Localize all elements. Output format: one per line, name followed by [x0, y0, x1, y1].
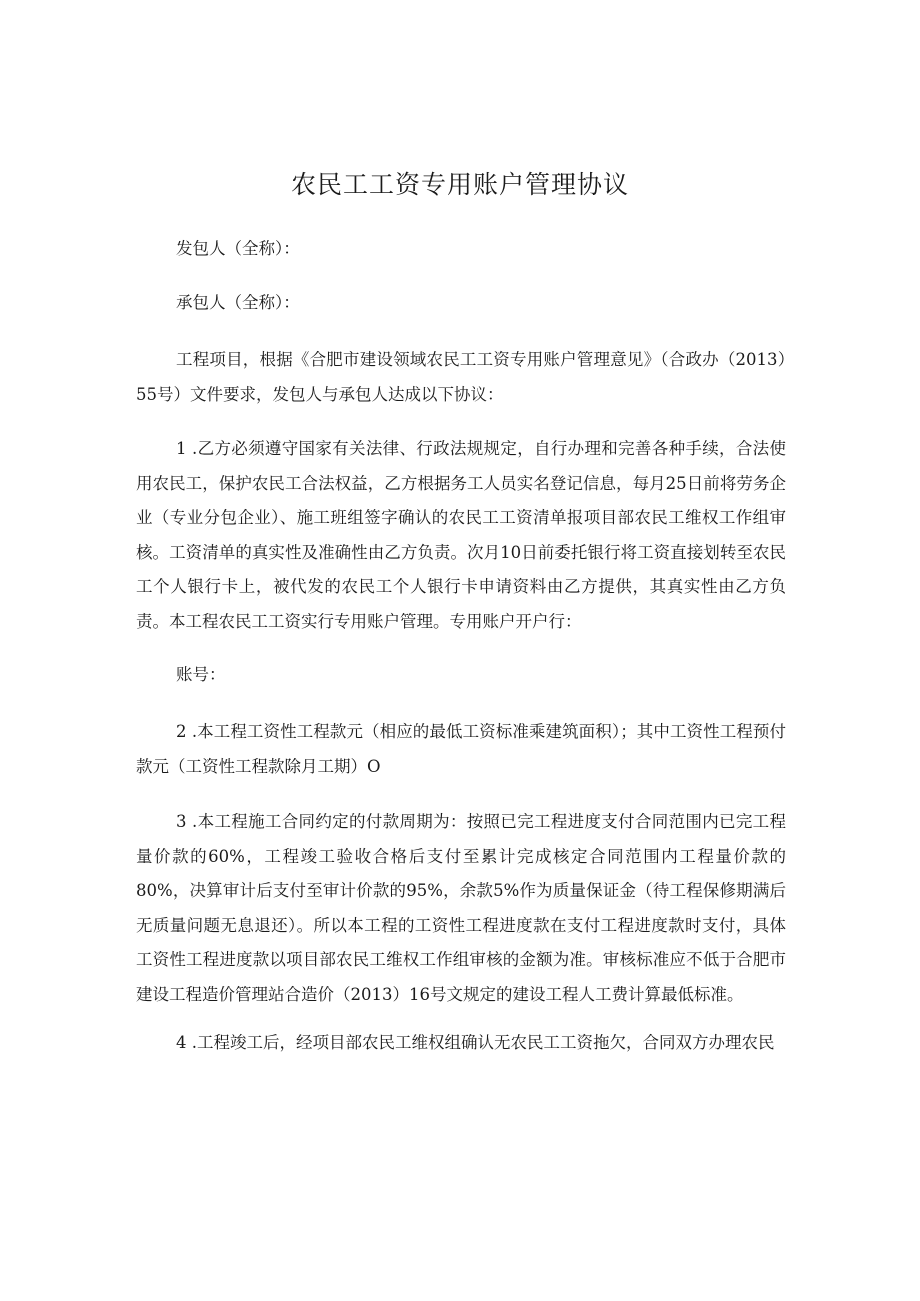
party-a-line: 发包人（全称）： — [176, 239, 300, 258]
clause-1-paragraph: 1 .乙方必须遵守国家有关法律、行政法规规定，自行办理和完善各种手续，合法使用农民工，保护农民工合法权益，乙方根据务工人员实名登记信息，每月25日前将劳务企业（专业分包企业）、施工班组签字确认的农民工工资清单报项目部农民工维权工作组审核。工资清单的真实性及准确性由乙方负责。次月10日前委托银行将工资直接划转至农民工个人银行卡上，被代发的农民工个人银行卡申请资料由乙方提供，其真实性由乙方负责。本工程农民工工资实行专用账户管理。专用账户开户行： — [136, 439, 786, 631]
clause-2-paragraph: 2 .本工程工资性工程款元（相应的最低工资标准乘建筑面积）；其中工资性工程预付款元（工资性工程款除月工期）O — [136, 722, 786, 776]
document-title: 农民工工资专用账户管理协议 — [290, 170, 629, 199]
party-b-line: 承包人（全称）： — [176, 293, 300, 312]
clause-3-paragraph: 3 .本工程施工合同约定的付款周期为：按照已完工程进度支付合同范围内已完工程量价款的60%，工程竣工验收合格后支付至累计完成核定合同范围内工程量价款的80%，决算审计后支付至审计价款的95%，余款5%作为质量保证金（待工程保修期满后无质量问题无息退还）。所以本工程的工资性工程进度款在支付工程进度款时支付，具体工资性工程进度款以项目部农民工维权工作组审核的金额为准。审核标准应不低于合肥市建设工程造价管理站合造价（2013）16号文规定的建设工程人工费计算最低标准。 — [136, 812, 786, 1004]
clause-4-paragraph: 4 .工程竣工后，经项目部农民工维权组确认无农民工工资拖欠，合同双方办理农民 — [176, 1033, 775, 1052]
intro-paragraph: 工程项目，根据《合肥市建设领域农民工工资专用账户管理意见》（合政办（2013）55号）文件要求，发包人与承包人达成以下协议： — [136, 350, 786, 404]
account-line: 账号： — [176, 665, 226, 684]
